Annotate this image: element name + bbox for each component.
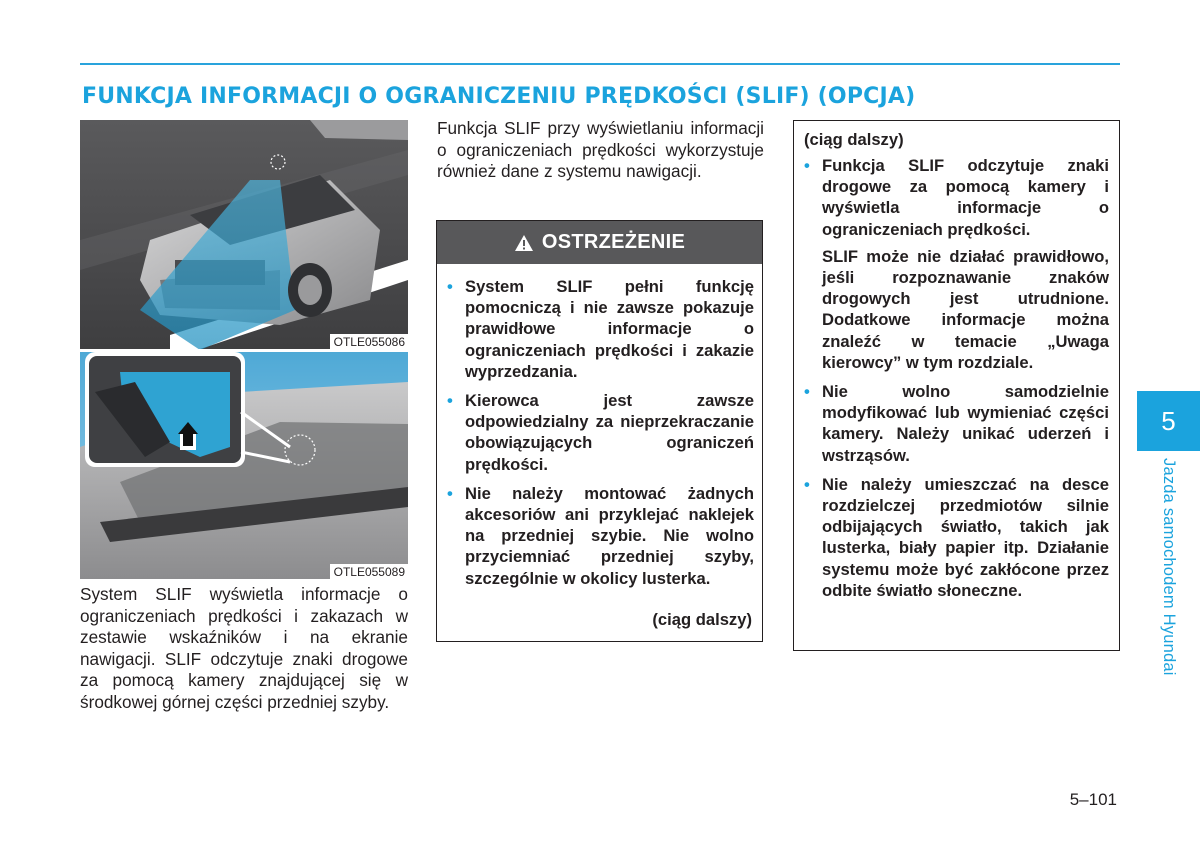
figure-code: OTLE055089 — [330, 564, 408, 579]
list-item — [804, 381, 1109, 466]
warning-triangle-icon — [514, 234, 534, 252]
list-item — [447, 483, 754, 589]
list-item — [804, 155, 1109, 373]
continued-list — [804, 155, 1109, 609]
list-item — [804, 474, 1109, 601]
body-paragraph: Funkcja SLIF przy wyświetlaniu informacji o ograniczeniach prędkości wykorzystuje również dane z systemu nawigacji. — [437, 118, 764, 181]
list-item — [447, 276, 754, 382]
bullet-icon: • — [804, 382, 810, 402]
body-paragraph: System SLIF wyświetla informacje o ograniczeniach prędkości i zakazach w zestawie wskaźników i na ekranie nawigacji. SLIF odczytuje znaki drogowe za pomocą kamery znajdującej się w środkowej górnej części przedniej szyby. — [80, 584, 408, 712]
warning-list — [447, 276, 754, 597]
chapter-title: Jazda samochodem Hyundai — [1160, 458, 1178, 676]
list-item-text: System SLIF pełni funkcję pomocniczą i nie zawsze pokazuje prawidłowe informacje o ograniczeniach prędkości i zakazie wyprzedzania. — [465, 277, 754, 381]
bullet-icon: • — [804, 474, 810, 494]
list-item-text: Nie wolno samodzielnie modyfikować lub wymieniać części kamery. Należy unikać uderzeń i wstrząsów. — [822, 382, 1109, 465]
warning-box — [436, 220, 763, 642]
figure-code: OTLE055086 — [330, 334, 408, 349]
bullet-icon: • — [447, 277, 453, 296]
list-item-text: Nie należy montować żadnych akcesoriów ani przyklejać naklejek na przedniej szybie. Nie wolno przyciemniać przedniej szyby, szczególnie w okolicy lusterka. — [465, 483, 754, 588]
bullet-icon: • — [447, 483, 453, 503]
warning-title: OSTRZEŻENIE — [541, 231, 686, 253]
continued-box — [793, 120, 1120, 651]
list-item-text: Kierowca jest zawsze odpowiedzialny za nieprzekraczanie obowiązujących ograniczeń prędkości. — [465, 391, 754, 474]
continued-heading: (ciąg dalszy) — [804, 130, 904, 149]
continued-note: (ciąg dalszy) — [652, 610, 752, 629]
header-rule — [80, 63, 1120, 65]
list-item — [447, 390, 754, 475]
bullet-icon: • — [447, 391, 453, 411]
list-item-extra: SLIF może nie działać prawidłowo, jeśli rozpoznawanie znaków drogowych jest utrudnione. Dodatkowe informacje można znaleźć w temacie „Uwaga kierowcy” w tym rozdziale. — [822, 246, 1109, 372]
list-item-text: Funkcja SLIF odczytuje znaki drogowe za pomocą kamery i wyświetla informacje o ograniczeniach prędkości. — [822, 156, 1109, 239]
warning-header — [437, 221, 762, 264]
page-title: FUNKCJA INFORMACJI O OGRANICZENIU PRĘDKOŚCI (SLIF) (OPCJA) — [82, 84, 916, 109]
bullet-icon: • — [804, 156, 810, 175]
page-number: 5–101 — [1069, 790, 1117, 809]
windshield-camera-illustration — [80, 352, 408, 579]
suv-camera-illustration — [80, 120, 408, 349]
chapter-tab: 5 — [1137, 391, 1200, 451]
list-item-text: Nie należy umieszczać na desce rozdzielczej przedmiotów silnie odbijających światło, takich jak lusterka, biały papier itp. Działanie systemu może być zakłócone przez odbite światło słoneczne. — [822, 474, 1109, 600]
figure-windshield-camera — [80, 352, 408, 579]
figure-car-camera-zone — [80, 120, 408, 349]
